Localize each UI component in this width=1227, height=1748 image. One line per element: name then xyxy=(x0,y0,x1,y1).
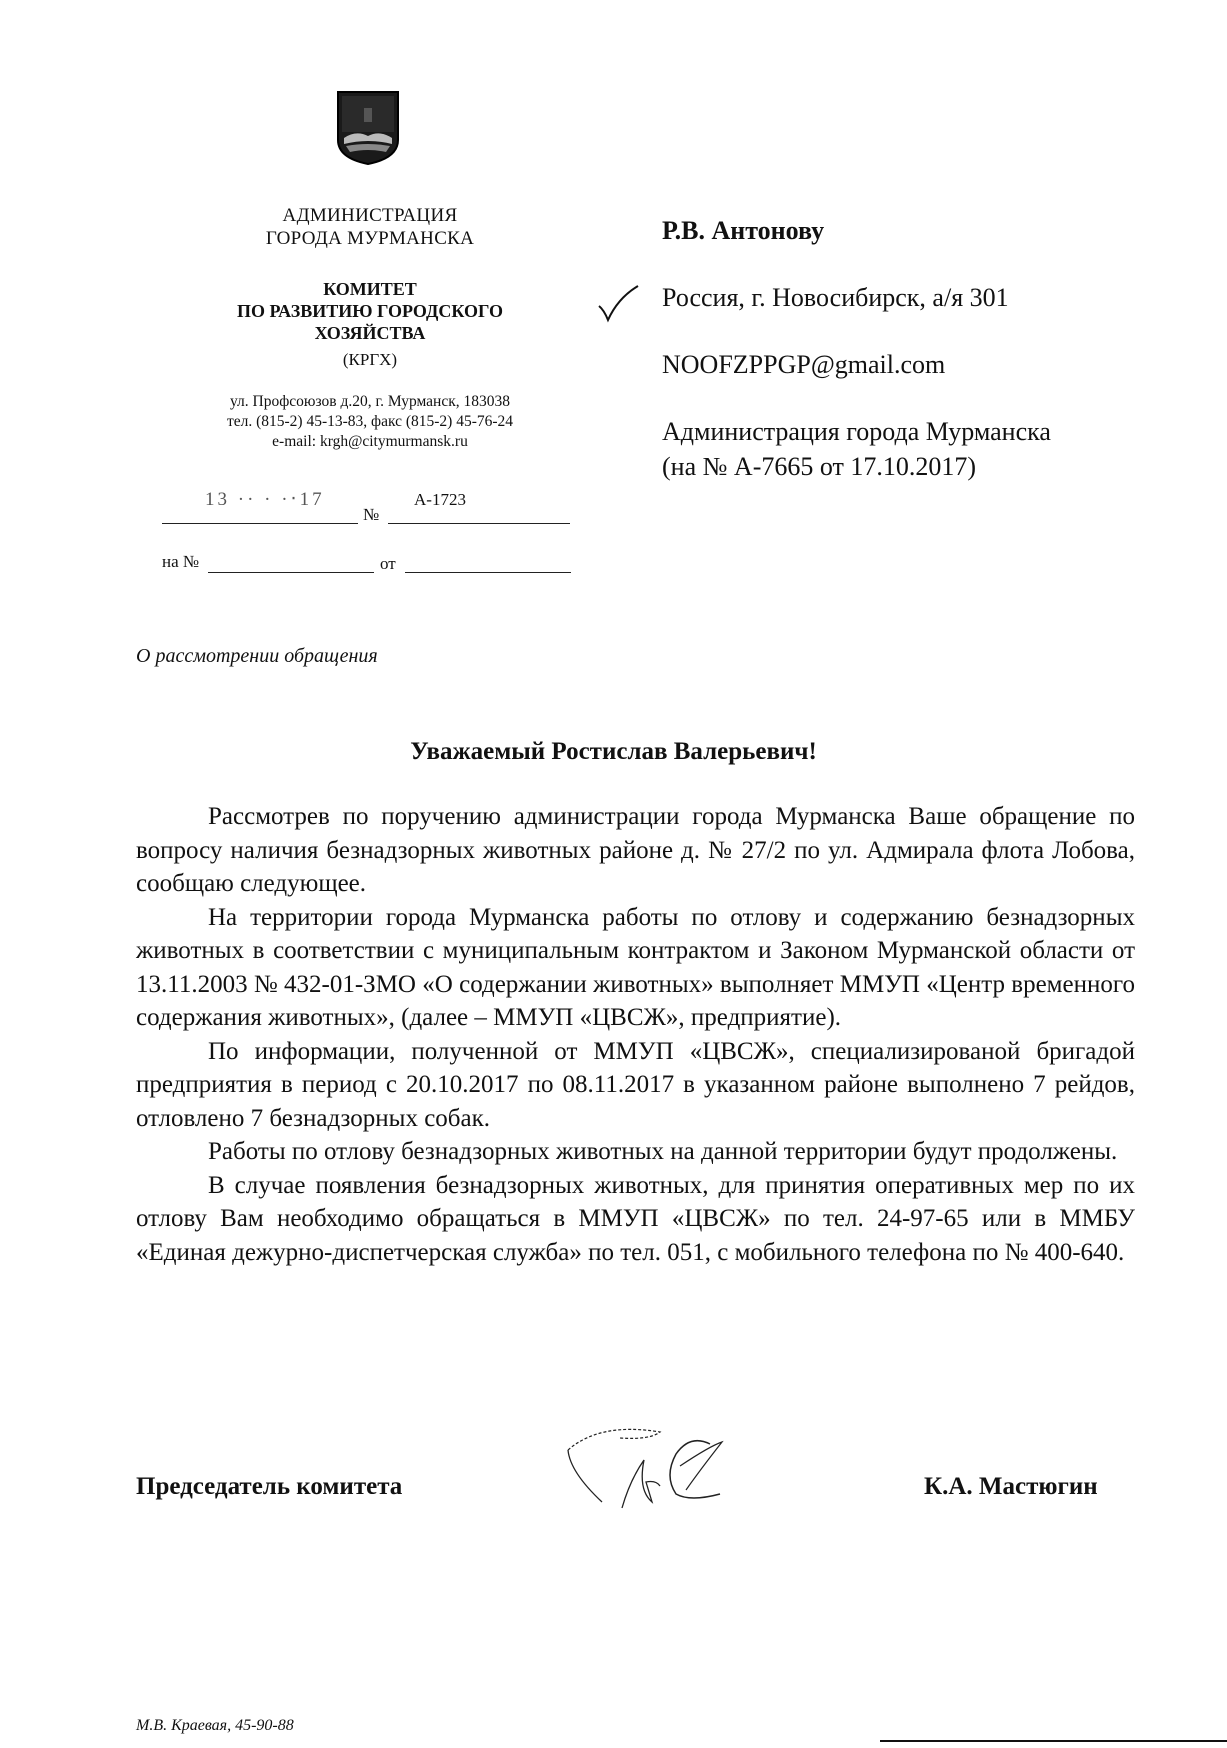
recipient-address: Россия, г. Новосибирск, а/я 301 xyxy=(662,283,1009,312)
date-underline xyxy=(162,523,358,524)
reply-to-underline xyxy=(208,572,374,573)
signatory-name: К.А. Мастюгин xyxy=(924,1473,1098,1500)
reply-to-label: на № xyxy=(162,552,200,571)
sender-address: ул. Профсоюзов д.20, г. Мурманск, 183038 xyxy=(229,393,511,410)
body-paragraph: На территории города Мурманска работы по отлову и содержанию безнадзорных животных в соответствии с муниципальным контрактом и Законом Мурманской области от 13.11.2003 № 432-01-ЗМО «О содержании животных» выполняет ММУП «Центр временного содержания животных», (далее – ММУП «ЦВСЖ», предприятие). xyxy=(136,903,1135,1031)
handwritten-signature-icon xyxy=(560,1420,760,1520)
signatory-role: Председатель комитета xyxy=(136,1473,403,1500)
sender-admin-line2: ГОРОДА МУРМАНСКА xyxy=(265,228,475,249)
letter-subject: О рассмотрении обращения xyxy=(136,645,378,667)
checkmark-icon xyxy=(596,284,640,324)
committee-line2: ПО РАЗВИТИЮ ГОРОДСКОГО xyxy=(236,301,504,321)
committee-line1: КОМИТЕТ xyxy=(323,279,417,299)
recipient-email: NOOFZPPGP@gmail.com xyxy=(662,350,946,379)
city-crest-icon xyxy=(336,90,400,166)
salutation: Уважаемый Ростислав Валерьевич! xyxy=(410,738,817,765)
executor-footer: М.В. Краевая, 45-90-88 xyxy=(136,1717,294,1734)
sender-admin-line1: АДМИНИСТРАЦИЯ xyxy=(282,205,458,226)
recipient-name: Р.В. Антонову xyxy=(662,216,825,245)
bottom-rule xyxy=(880,1740,1227,1742)
from-underline xyxy=(405,572,571,573)
recipient-ref: (на № А-7665 от 17.10.2017) xyxy=(662,452,977,481)
committee-abbr: (КРГХ) xyxy=(342,350,398,369)
sender-contacts xyxy=(170,392,570,452)
body-paragraph: По информации, полученной от ММУП «ЦВСЖ», специализированой бригадой предприятия в период с 20.10.2017 по 08.11.2017 в указанном районе выполнено 7 рейдов, отловлено 7 безнадзорных собак. xyxy=(136,1037,1135,1132)
body-paragraph: Работы по отлову безнадзорных животных на данной территории будут продолжены. xyxy=(208,1138,1118,1165)
registration-number-label: № xyxy=(363,505,380,524)
number-underline xyxy=(388,523,570,524)
sender-admin xyxy=(220,204,520,250)
body-paragraph: Рассмотрев по поручению администрации города Мурманска Ваше обращение по вопросу наличия безнадзорных животных районе д. № 27/2 по ул. Адмирала флота Лобова, сообщаю следующее. xyxy=(136,803,1135,897)
body-paragraph: В случае появления безнадзорных животных, для принятия оперативных мер по их отлову Вам необходимо обращаться в ММУП «ЦВСЖ» по тел. 24-97-65 или в ММБУ «Единая дежурно-диспетчерская служба» по тел. 051, с мобильного телефона по № 400-640. xyxy=(136,1171,1135,1266)
from-label: от xyxy=(380,554,396,573)
committee-line3: ХОЗЯЙСТВА xyxy=(314,323,426,343)
sender-phones: тел. (815-2) 45-13-83, факс (815-2) 45-76-24 xyxy=(226,413,514,430)
registration-date: 13 ·· · ·‧17 xyxy=(205,489,325,510)
sender-committee xyxy=(190,278,550,344)
registration-number: А-1723 xyxy=(414,490,466,509)
sender-email: e-mail: krgh@citymurmansk.ru xyxy=(272,433,468,450)
recipient-org: Администрация города Мурманска xyxy=(662,417,1051,446)
letter-body xyxy=(136,800,1135,1269)
